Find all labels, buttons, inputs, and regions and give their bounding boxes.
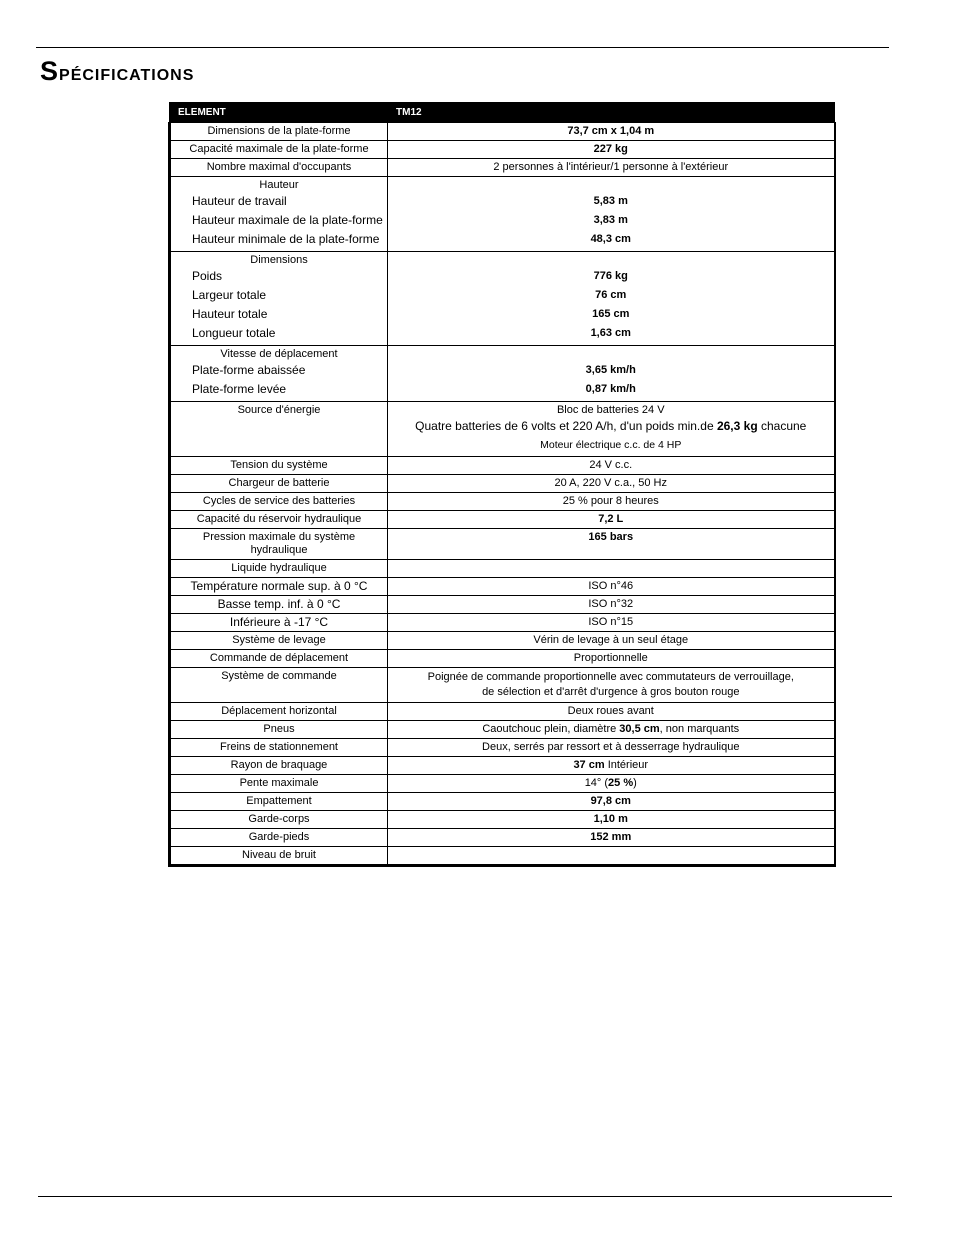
header-element: ELEMENT (170, 103, 388, 123)
table-row-group-dimensions (170, 252, 835, 346)
sub-value: 5,83 m (593, 195, 628, 207)
table-row (170, 703, 835, 721)
row-label: Rayon de braquage (170, 757, 388, 775)
group-label: Hauteur (259, 179, 299, 191)
group-label: Dimensions (250, 254, 308, 266)
table-row (170, 578, 835, 596)
row-value: Deux, serrés par ressort et à desserrage hydraulique (388, 739, 835, 757)
group-value-cell (388, 177, 835, 252)
row-value: 73,7 cm x 1,04 m (388, 123, 835, 141)
row-label: Tension du système (170, 457, 388, 475)
row-label: Nombre maximal d'occupants (170, 159, 388, 177)
table-row (170, 529, 835, 560)
table-row (170, 159, 835, 177)
table-row (170, 123, 835, 141)
sub-label: Hauteur totale (192, 307, 268, 321)
table-row (170, 596, 835, 614)
energie-line2-bold: 26,3 kg (716, 419, 758, 433)
title-rest: pécifications (59, 59, 195, 85)
row-label: Déplacement horizontal (170, 703, 388, 721)
row-label: Capacité maximale de la plate-forme (170, 141, 388, 159)
table-row (170, 793, 835, 811)
row-label: Basse temp. inf. à 0 °C (170, 596, 388, 614)
row-value-cell (388, 757, 835, 775)
bottom-rule (38, 1196, 892, 1197)
row-value: Vérin de levage à un seul étage (388, 632, 835, 650)
row-label: Garde-corps (170, 811, 388, 829)
row-value: 152 mm (388, 829, 835, 847)
sub-label: Hauteur maximale de la plate-forme (192, 213, 383, 227)
sub-label: Plate-forme abaissée (192, 363, 306, 377)
pneus-bold: 30,5 cm (619, 723, 660, 735)
energie-line2-post: chacune (757, 419, 807, 433)
commande-line1: Poignée de commande proportionnelle avec commutateurs de verrouillage, (427, 671, 794, 683)
spacer (391, 179, 831, 192)
table-row (170, 757, 835, 775)
table-row (170, 721, 835, 739)
row-label: Freins de stationnement (170, 739, 388, 757)
table-row (170, 811, 835, 829)
spacer (391, 254, 831, 267)
row-value (388, 847, 835, 866)
sub-value: 3,83 m (593, 214, 628, 226)
row-label: Niveau de bruit (170, 847, 388, 866)
row-value: 97,8 cm (388, 793, 835, 811)
table-row (170, 493, 835, 511)
rayon-bold: 37 cm (573, 759, 605, 771)
sub-label: Largeur totale (192, 288, 267, 302)
pneus-post: , non marquants (659, 723, 740, 735)
sub-label: Hauteur minimale de la plate-forme (192, 232, 380, 246)
table-header-row (170, 103, 835, 123)
sub-value: 165 cm (592, 308, 630, 320)
row-value-cell (388, 775, 835, 793)
sub-value: 0,87 km/h (585, 383, 636, 395)
sub-value: 1,63 cm (590, 327, 631, 339)
rayon-post: Intérieur (604, 759, 649, 771)
row-value: Deux roues avant (388, 703, 835, 721)
energie-line2-pre: Quatre batteries de 6 volts et 220 A/h, d'un poids min.de (415, 419, 717, 433)
table-row (170, 775, 835, 793)
row-label: Garde-pieds (170, 829, 388, 847)
group-label: Vitesse de déplacement (220, 348, 338, 360)
table-row (170, 560, 835, 578)
sub-value: 776 kg (593, 270, 628, 282)
sub-label: Longueur totale (192, 326, 276, 340)
row-label: Chargeur de batterie (170, 475, 388, 493)
table-row (170, 614, 835, 632)
sub-label: Poids (192, 269, 223, 283)
table-row (170, 632, 835, 650)
row-label: Pente maximale (170, 775, 388, 793)
sub-value: 76 cm (595, 289, 627, 301)
pente-bold: 25 % (608, 777, 634, 789)
row-value (388, 560, 835, 578)
pente-pre: 14° ( (584, 777, 609, 789)
row-label: Système de commande (170, 668, 388, 703)
row-value: 165 bars (388, 529, 835, 560)
energie-line3: Moteur électrique c.c. de 4 HP (540, 439, 682, 451)
page-title (40, 56, 194, 87)
spec-table (168, 102, 836, 867)
group-label-cell (170, 252, 388, 346)
sub-label: Plate-forme levée (192, 382, 287, 396)
row-value: 1,10 m (388, 811, 835, 829)
row-label: Capacité du réservoir hydraulique (170, 511, 388, 529)
row-value-cell (388, 668, 835, 703)
title-initial: S (40, 56, 60, 86)
group-label-cell (170, 346, 388, 402)
row-label: Liquide hydraulique (170, 560, 388, 578)
top-rule (36, 47, 889, 48)
row-value: 2 personnes à l'intérieur/1 personne à l'extérieur (388, 159, 835, 177)
table-row (170, 668, 835, 703)
row-value: 20 A, 220 V c.a., 50 Hz (388, 475, 835, 493)
group-value-cell (388, 252, 835, 346)
row-label: Commande de déplacement (170, 650, 388, 668)
pente-post: ) (633, 777, 637, 789)
table-row-group-hauteur (170, 177, 835, 252)
row-value: ISO n°32 (388, 596, 835, 614)
table-row (170, 650, 835, 668)
row-value: 25 % pour 8 heures (388, 493, 835, 511)
table-row (170, 511, 835, 529)
row-value: 24 V c.c. (388, 457, 835, 475)
group-value-cell (388, 346, 835, 402)
table-row (170, 141, 835, 159)
pneus-pre: Caoutchouc plein, diamètre (482, 723, 620, 735)
table-row (170, 475, 835, 493)
header-model: TM12 (388, 103, 835, 123)
row-value: ISO n°46 (388, 578, 835, 596)
row-label: Dimensions de la plate-forme (170, 123, 388, 141)
row-value: ISO n°15 (388, 614, 835, 632)
table-row-energie (170, 402, 835, 457)
row-value-cell (388, 721, 835, 739)
row-label: Cycles de service des batteries (170, 493, 388, 511)
table-row-group-vitesse (170, 346, 835, 402)
row-value-cell (388, 402, 835, 457)
group-label-cell (170, 177, 388, 252)
energie-line2 (391, 417, 831, 436)
table-row (170, 457, 835, 475)
row-value: 227 kg (388, 141, 835, 159)
table-row (170, 739, 835, 757)
row-label: Source d'énergie (170, 402, 388, 457)
row-label: Pneus (170, 721, 388, 739)
energie-line1: Bloc de batteries 24 V (556, 404, 665, 416)
sub-label: Hauteur de travail (192, 194, 287, 208)
table-row (170, 829, 835, 847)
sub-value: 48,3 cm (590, 233, 631, 245)
row-label: Température normale sup. à 0 °C (170, 578, 388, 596)
row-value: 7,2 L (388, 511, 835, 529)
row-label: Empattement (170, 793, 388, 811)
row-label: Pression maximale du système hydraulique (170, 529, 388, 560)
commande-line2: de sélection et d'arrêt d'urgence à gros bouton rouge (482, 686, 740, 698)
row-value: Proportionnelle (388, 650, 835, 668)
row-label: Système de levage (170, 632, 388, 650)
table-row (170, 847, 835, 866)
row-label: Inférieure à -17 °C (170, 614, 388, 632)
sub-value: 3,65 km/h (585, 364, 636, 376)
spacer (391, 348, 831, 361)
